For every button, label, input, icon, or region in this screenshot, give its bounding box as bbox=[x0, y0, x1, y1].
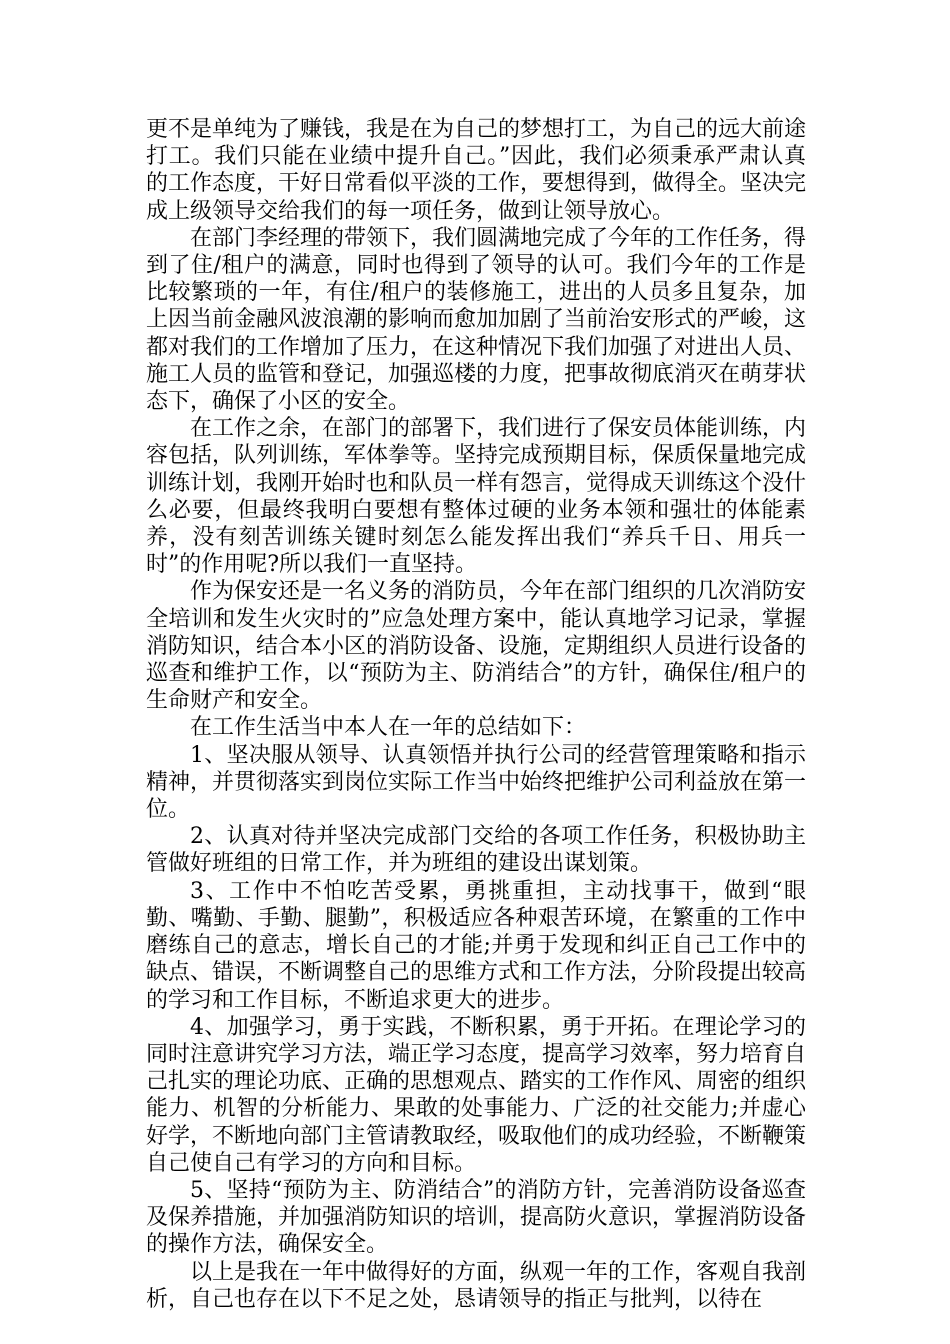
list-item-5: 5、坚持“预防为主、防消结合”的消防方针，完善消防设备巡查及保养措施，并加强消防知识的培训，提高防火意识，掌握消防设备的操作方法，确保安全。 bbox=[146, 1177, 807, 1258]
list-item-1: 1、坚决服从领导、认真领悟并执行公司的经营管理策略和指示精神，并贯彻落实到岗位实际工作当中始终把维护公司利益放在第一位。 bbox=[146, 742, 807, 823]
document-body bbox=[146, 116, 806, 1313]
paragraph-1: 更不是单纯为了赚钱，我是在为自己的梦想打工，为自己的远大前途打工。我们只能在业绩中提升自己。”因此，我们必须秉承严肃认真的工作态度，干好日常看似平淡的工作，要想得到，做得全。坚决完成上级领导交给我们的每一项任务，做到让领导放心。 bbox=[146, 117, 807, 224]
paragraph-3: 在工作之余，在部门的部署下，我们进行了保安员体能训练，内容包括，队列训练，军体拳等。坚持完成预期目标，保质保量地完成训练计划，我刚开始时也和队员一样有怨言，觉得成天训练这个没什么必要，但最终我明白要想有整体过硬的业务本领和强壮的体能素养，没有刻苦训练关键时刻怎么能发挥出我们“养兵千日、用兵一时”的作用呢?所以我们一直坚持。 bbox=[146, 416, 807, 578]
list-item-2: 2、认真对待并坚决完成部门交给的各项工作任务，积极协助主管做好班组的日常工作，并为班组的建设出谋划策。 bbox=[146, 824, 806, 877]
paragraph-2: 在部门李经理的带领下，我们圆满地完成了今年的工作任务，得到了住/租户的满意，同时也得到了领导的认可。我们今年的工作是比较繁琐的一年，有住/租户的装修施工，进出的人员多且复杂，加上因当前金融风波浪潮的影响而愈加加剧了当前治安形式的严峻，这都对我们的工作增加了压力，在这种情况下我们加强了对进出人员、施工人员的监管和登记，加强巡楼的力度，把事故彻底消灭在萌芽状态下，确保了小区的安全。 bbox=[146, 225, 807, 415]
paragraph-closing: 以上是我在一年中做得好的方面，纵观一年的工作，客观自我剖析，自己也存在以下不足之处，恳请领导的指正与批判，以待在 bbox=[146, 1259, 807, 1312]
paragraph-4: 作为保安还是一名义务的消防员，今年在部门组织的几次消防安全培训和发生火灾时的”应急处理方案中，能认真地学习记录，掌握消防知识，结合本小区的消防设备、设施，定期组织人员进行设备的巡查和维护工作，以“预防为主、防消结合”的方针，确保住/租户的生命财产和安全。 bbox=[146, 579, 807, 714]
paragraph-5: 在工作生活当中本人在一年的总结如下： bbox=[190, 715, 587, 741]
list-item-3: 3、工作中不怕吃苦受累，勇挑重担，主动找事干，做到“眼勤、嘴勤、手勤、腿勤”，积极适应各种艰苦环境，在繁重的工作中磨练自己的意志，增长自己的才能;并勇于发现和纠正自己工作中的缺点、错误，不断调整自己的思维方式和工作方法，分阶段提出较高的学习和工作目标，不断追求更大的进步。 bbox=[146, 878, 807, 1013]
list-item-4: 4、加强学习，勇于实践，不断积累，勇于开拓。在理论学习的同时注意讲究学习方法，端正学习态度，提高学习效率，努力培育自己扎实的理论功底、正确的思想观点、踏实的工作作风、周密的组织能力、机智的分析能力、果敢的处事能力、广泛的社交能力;并虚心好学，不断地向部门主管请教取经，吸取他们的成功经验，不断鞭策自己使自己有学习的方向和目标。 bbox=[146, 1014, 807, 1176]
